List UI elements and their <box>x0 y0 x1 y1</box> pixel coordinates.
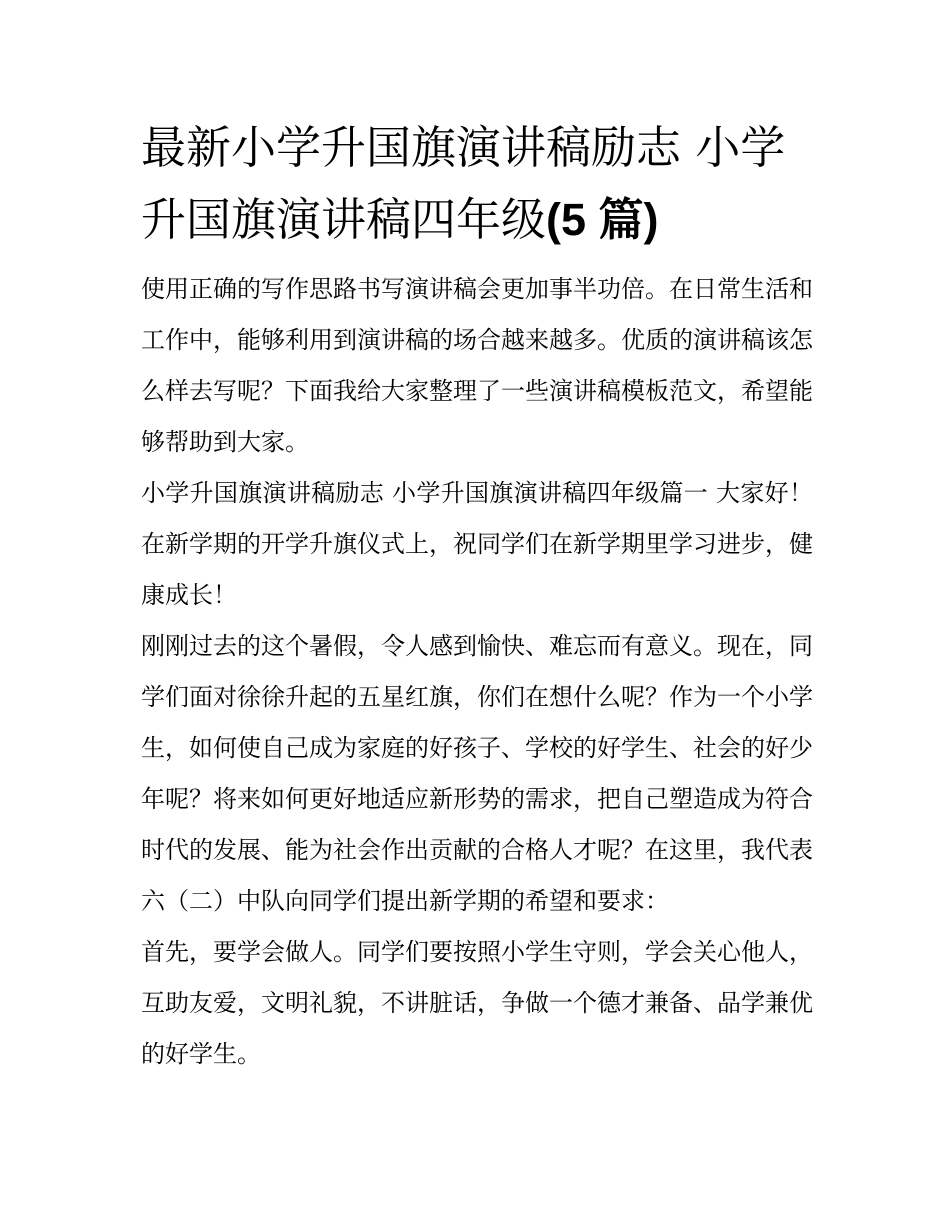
speech-body-paragraph: 刚刚过去的这个暑假，令人感到愉快、难忘而有意义。现在，同学们面对徐徐升起的五星红旗，你们在想什么呢？作为一个小学生，如何使自己成为家庭的好孩子、学校的好学生、社会的好少年呢？将来如何更好地适应新形势的需求，把自己塑造成为符合时代的发展、能为社会作出贡献的合格人才呢？在这里，我代表六（二）中队向同学们提出新学期的希望和要求： <box>141 632 813 915</box>
title-count: (5 篇) <box>546 194 659 245</box>
document-title <box>141 112 813 256</box>
title-text: 最新小学升国旗演讲稿励志 小学升国旗演讲稿四年级 <box>141 121 786 246</box>
document-body <box>141 112 813 1080</box>
intro-paragraph: 使用正确的写作思路书写演讲稿会更加事半功倍。在日常生活和工作中，能够利用到演讲稿的场合越来越多。优质的演讲稿该怎么样去写呢？下面我给大家整理了一些演讲稿模板范文，希望能够帮助到大家。 <box>141 275 813 456</box>
speech-greeting-paragraph: 小学升国旗演讲稿励志 小学升国旗演讲稿四年级篇一 大家好！ 在新学期的开学升旗仪式上，祝同学们在新学期里学习进步，健康成长！ <box>141 479 813 609</box>
speech-point-paragraph: 首先，要学会做人。同学们要按照小学生守则，学会关心他人，互助友爱，文明礼貌，不讲脏话，争做一个德才兼备、品学兼优的好学生。 <box>141 938 813 1068</box>
